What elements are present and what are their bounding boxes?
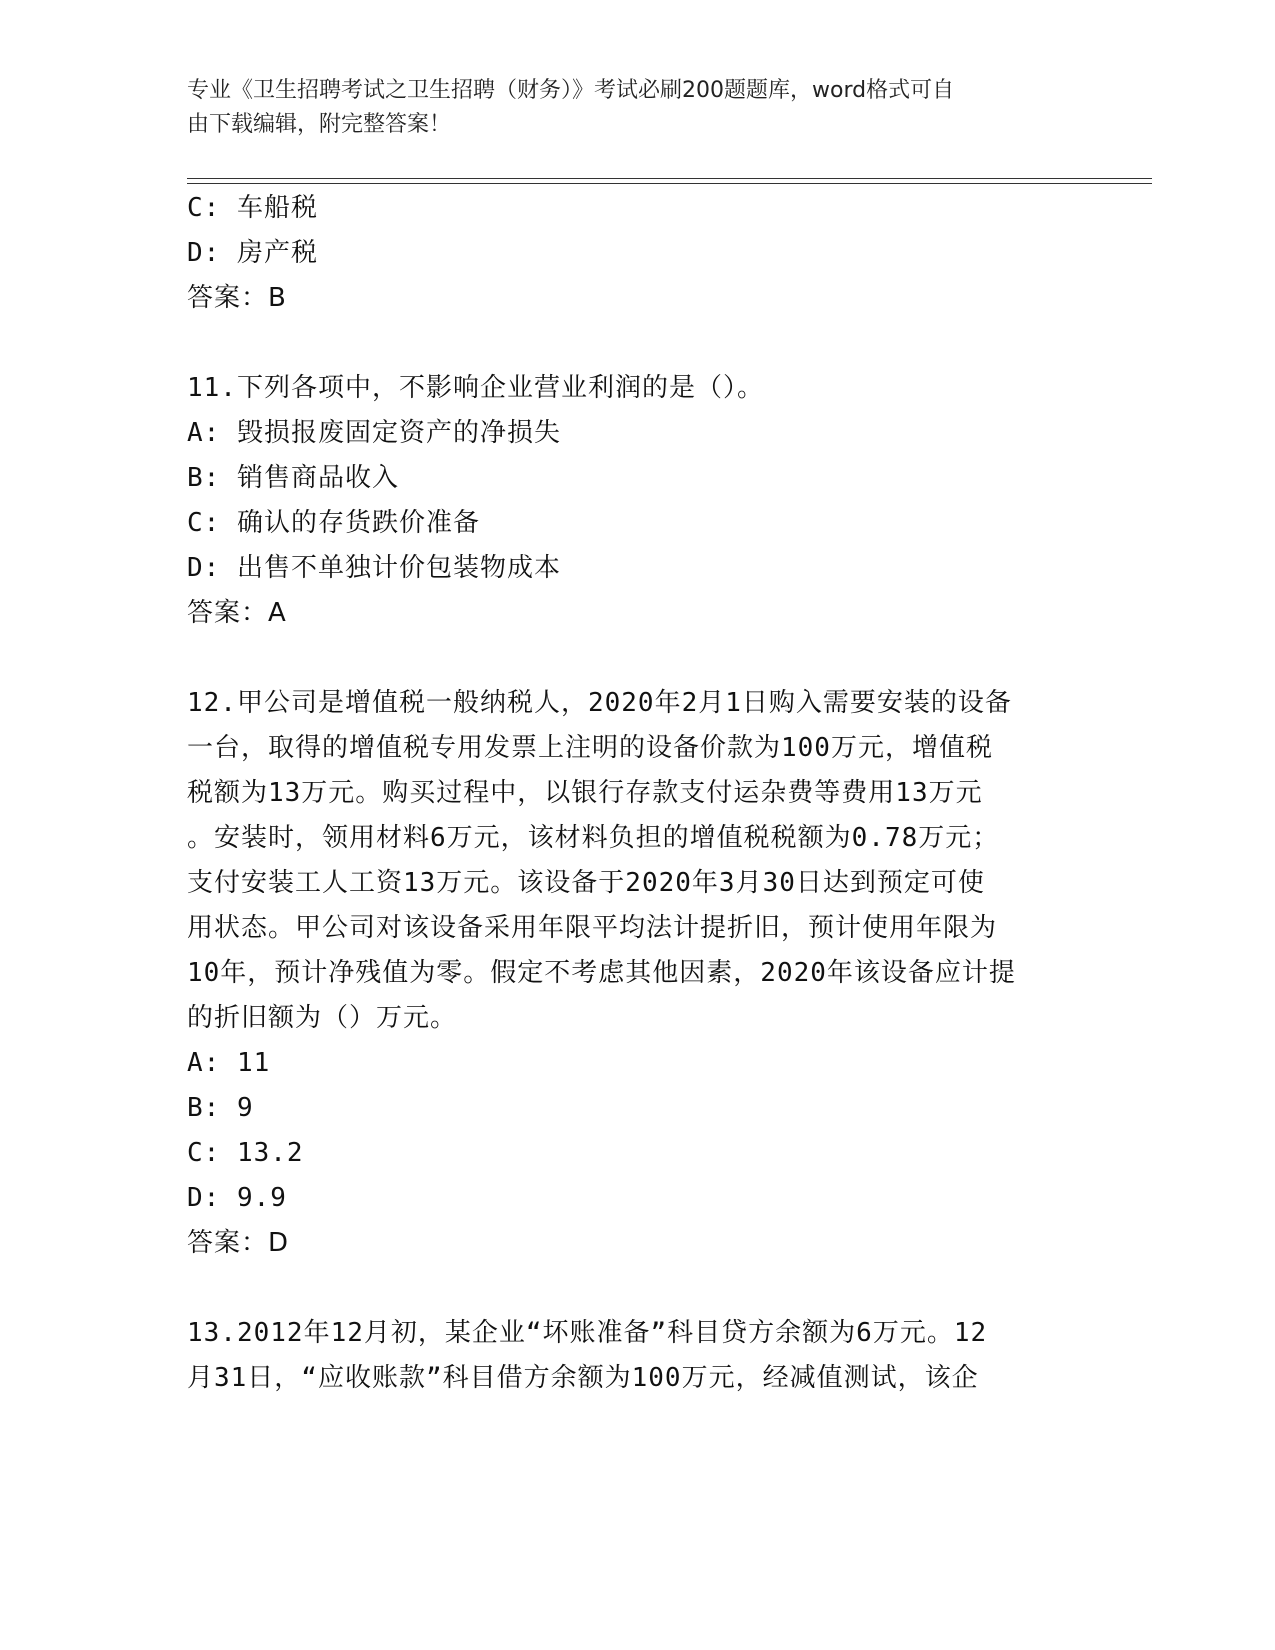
header-rule-top xyxy=(187,178,1152,179)
q13-stem-line: 月31日，“应收账款”科目借方余额为100万元，经减值测试，该企 xyxy=(187,1363,979,1393)
q12-stem-line: 税额为13万元。购买过程中，以银行存款支付运杂费等费用13万元 xyxy=(187,778,983,808)
q12-option-d: D: 9.9 xyxy=(187,1183,287,1213)
q12-stem-line: 支付安装工人工资13万元。该设备于2020年3月30日达到预定可使 xyxy=(187,868,985,898)
question-11 xyxy=(187,366,1087,636)
q13-stem xyxy=(187,1311,1087,1401)
header-line-2: 由下载编辑，附完整答案！ xyxy=(187,112,452,137)
q13-stem-line: 13.2012年12月初，某企业“坏账准备”科目贷方余额为6万元。12 xyxy=(187,1318,988,1348)
q12-answer: 答案：D xyxy=(187,1228,290,1258)
q11-answer: 答案：A xyxy=(187,598,287,628)
q10-answer: 答案：B xyxy=(187,283,287,313)
q11-option-d: D: 出售不单独计价包装物成本 xyxy=(187,553,561,583)
document-header xyxy=(187,74,1067,142)
q12-stem-line: 12.甲公司是增值税一般纳税人，2020年2月1日购入需要安装的设备 xyxy=(187,688,1012,718)
spacer xyxy=(187,1266,1087,1311)
question-content xyxy=(187,186,1087,1401)
spacer xyxy=(187,636,1087,681)
q11-stem: 11.下列各项中，不影响企业营业利润的是（）。 xyxy=(187,373,764,403)
q11-option-a: A: 毁损报废固定资产的净损失 xyxy=(187,418,561,448)
q11-option-c: C: 确认的存货跌价准备 xyxy=(187,508,480,538)
header-line-1: 专业《卫生招聘考试之卫生招聘（财务）》考试必刷200题题库，word格式可自 xyxy=(187,78,955,103)
q12-option-c: C: 13.2 xyxy=(187,1138,304,1168)
question-10 xyxy=(187,186,1087,321)
q12-stem-line: 用状态。甲公司对该设备采用年限平均法计提折旧，预计使用年限为 xyxy=(187,913,998,943)
q12-stem-line: 的折旧额为（）万元。 xyxy=(187,1003,458,1033)
header-rule-bottom xyxy=(187,183,1152,184)
q12-stem-line: 一台，取得的增值税专用发票上注明的设备价款为100万元，增值税 xyxy=(187,733,993,763)
q12-option-a: A: 11 xyxy=(187,1048,271,1078)
q12-stem xyxy=(187,681,1087,1041)
q12-stem-line: 10年，预计净残值为零。假定不考虑其他因素，2020年该设备应计提 xyxy=(187,958,1016,988)
q10-option-d: D: 房产税 xyxy=(187,238,318,268)
q10-option-c: C: 车船税 xyxy=(187,193,318,223)
question-13 xyxy=(187,1311,1087,1401)
question-12 xyxy=(187,681,1087,1266)
spacer xyxy=(187,321,1087,366)
q12-option-b: B: 9 xyxy=(187,1093,254,1123)
q12-stem-line: 。安装时，领用材料6万元，该材料负担的增值税税额为0.78万元； xyxy=(187,823,1000,853)
q11-option-b: B: 销售商品收入 xyxy=(187,463,399,493)
